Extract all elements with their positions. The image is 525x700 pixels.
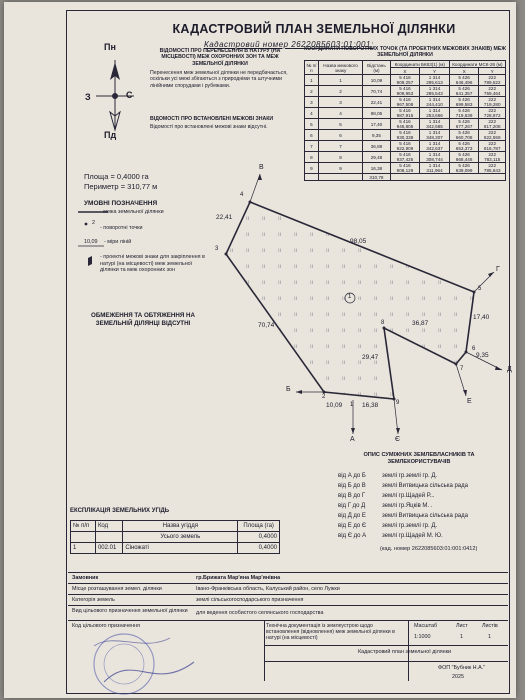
markers-heading: ВІДОМОСТІ ПРО ВСТАНОВЛЕНІ МЕЖОВІ ЗНАКИ bbox=[150, 116, 274, 122]
coords-cell: 9,35 bbox=[363, 130, 390, 141]
coords-cell: 5 426 641,357 bbox=[449, 86, 479, 97]
coords-row bbox=[305, 97, 506, 108]
coords-cell: 5 416 967,508 bbox=[390, 97, 420, 108]
coords-cell: 5 426 719,639 bbox=[449, 108, 479, 119]
coords-row bbox=[305, 108, 506, 119]
lands-table bbox=[70, 520, 280, 554]
coords-cell: 5 426 653,373 bbox=[449, 141, 479, 152]
category-row bbox=[68, 595, 508, 606]
location-row bbox=[68, 584, 508, 595]
legend-heading: УМОВНІ ПОЗНАЧЕННЯ bbox=[84, 200, 158, 207]
coords-cell: 1 314 348,307 bbox=[420, 130, 450, 141]
lands-row-name: Сіножаті bbox=[123, 543, 238, 554]
coords-cell: 7 bbox=[318, 141, 362, 152]
lands-row-area: 0,4000 bbox=[238, 543, 280, 554]
coords-cell: 5 416 987,915 bbox=[390, 108, 420, 119]
coords-cell: 5 416 922,909 bbox=[390, 141, 420, 152]
title-block bbox=[68, 572, 508, 680]
legend-item-marker: - проектні межові знаки для закріплення в натурі (на місцевості) меж земельної ділянки та меж охоронних зон bbox=[100, 254, 205, 273]
distance-2-3: 70,74 bbox=[258, 322, 275, 329]
distance-4-5: 98,05 bbox=[350, 238, 367, 245]
coords-cell: 17,40 bbox=[363, 119, 390, 130]
coords-cell: 5 416 908,129 bbox=[390, 163, 420, 174]
distance-7-8: 36,87 bbox=[412, 320, 429, 327]
point-6: 6 bbox=[472, 346, 476, 352]
neighbors-heading: ОПИС СУМІЖНИХ ЗЕМЛЕВЛАСНИКІВ ТА ЗЕМЛЕКОРИСТУВАЧІВ bbox=[363, 452, 475, 465]
point-3: 3 bbox=[215, 246, 219, 252]
point-5: 5 bbox=[478, 286, 482, 292]
neighbor-row-5: землі гр.землі гр. Д. bbox=[382, 523, 438, 529]
coords-cell: 5 426 677,267 bbox=[449, 119, 479, 130]
coords-cell: 5 bbox=[305, 119, 319, 130]
distance-5-6: 17,40 bbox=[473, 314, 490, 321]
coords-cell: 5 416 946,805 bbox=[390, 119, 420, 130]
coords-cell: 22,41 bbox=[363, 97, 390, 108]
coords-cell: 70,74 bbox=[363, 86, 390, 97]
coords-header-y: Y bbox=[420, 68, 450, 75]
owner-label: Замовник bbox=[72, 575, 99, 581]
coords-cell: 9 bbox=[305, 163, 319, 174]
coords-cell: 5 416 937,425 bbox=[390, 152, 420, 163]
coords-header-y2: Y bbox=[479, 68, 506, 75]
document-sheet bbox=[4, 2, 516, 698]
doc-description: Технічна документація із землеустрою щодо встановлення (відновлення) меж земельної ділянки в натурі (на місцевості) bbox=[266, 623, 395, 641]
company-name: ФОП "Бубник Н.А." bbox=[438, 665, 486, 671]
neighbor-row-3: землі гр.Яцків М. . bbox=[382, 503, 433, 509]
compass-icon bbox=[86, 46, 144, 142]
neighbor-row-4: землі Витвицька сільська рада bbox=[382, 513, 468, 519]
distance-3-4: 22,41 bbox=[216, 214, 233, 221]
compass-north: Пн bbox=[104, 42, 116, 52]
restrictions-heading: ОБМЕЖЕННЯ ТА ОБТЯЖЕННЯ НА ЗЕМЕЛЬНІЙ ДІЛЯНЦІ ВІДСУТНІ bbox=[91, 312, 195, 327]
purpose-row bbox=[68, 606, 508, 621]
neighbor-row-0: землі гр.землі гр. Д. bbox=[382, 473, 438, 479]
purpose-value: для ведення особистого селянського господарства bbox=[196, 610, 324, 616]
coords-cell: 222 789,522 bbox=[479, 75, 506, 86]
lands-header-num: № п/п bbox=[71, 521, 96, 532]
neighbor-v: В bbox=[259, 164, 264, 171]
coords-row bbox=[305, 86, 506, 97]
distance-6-7: 9,35 bbox=[476, 352, 489, 359]
coords-cell: 222 719,280 bbox=[479, 97, 506, 108]
lands-header-area: Площа (га) bbox=[238, 521, 280, 532]
coords-cell: 1 bbox=[305, 75, 319, 86]
coords-header-x2: X bbox=[449, 68, 479, 75]
neighbor-row-6: землі гр.Щадей М. Ю. bbox=[382, 533, 443, 539]
coords-header-msk: Координати МСК-26 (м) bbox=[449, 61, 505, 68]
coords-cell: 8 bbox=[318, 152, 362, 163]
location-label: Місце розташування земел. ділянки bbox=[72, 586, 162, 592]
neighbor-row-from-4: від Д до Е bbox=[338, 513, 366, 519]
location-value: Івано-Франківська область, Калуський район, село Лужки bbox=[196, 586, 340, 592]
boundary-marker-icon bbox=[88, 256, 92, 266]
coords-cell: 222 783,115 bbox=[479, 152, 506, 163]
sheets-label: Листів bbox=[482, 623, 498, 629]
parcel-plot bbox=[194, 152, 524, 452]
coords-cell: 2 bbox=[318, 86, 362, 97]
compass-south: Пд bbox=[104, 130, 117, 140]
coords-cell: 7 bbox=[305, 141, 319, 152]
coords-cell: 222 785,843 bbox=[479, 163, 506, 174]
point-2: 2 bbox=[322, 394, 326, 400]
coords-cell: 9 bbox=[318, 163, 362, 174]
neighbor-row-from-3: від Г до Д bbox=[338, 503, 366, 509]
lands-header-name: Назва угіддя bbox=[123, 521, 238, 532]
neighbor-row-from-2: від В до Г bbox=[338, 493, 366, 499]
coords-cell: 1 314 342,685 bbox=[420, 119, 450, 130]
coords-cell: 3 bbox=[318, 97, 362, 108]
coords-header-distance: Відстань (м) bbox=[363, 61, 390, 75]
parcel-boundary bbox=[226, 202, 474, 399]
neighbor-row-from-6: від Є до А bbox=[338, 533, 367, 539]
coords-cell: 5 426 699,583 bbox=[449, 97, 479, 108]
lands-heading: ЕКСПЛІКАЦІЯ ЗЕМЕЛЬНИХ УГІДЬ bbox=[70, 508, 170, 514]
neighbor-line-v bbox=[250, 174, 260, 202]
coords-row bbox=[305, 119, 506, 130]
purpose-code-label: Код цільового призначення bbox=[72, 623, 140, 629]
neighbor-row-cad: (кад. номер 2622085603:01:001:0412) bbox=[380, 546, 478, 552]
category-label: Категорія земель bbox=[72, 597, 115, 603]
coords-cell: 222 822,559 bbox=[479, 130, 506, 141]
owner-value: гр.Брижата Мар'яна Мар'янівна bbox=[196, 575, 281, 581]
legend-item-length-sym: 10,09 bbox=[84, 239, 98, 245]
neighbor-ye: Є bbox=[395, 436, 401, 443]
seal-stamp-icon bbox=[74, 622, 204, 698]
coords-cell: 3 bbox=[305, 97, 319, 108]
coords-cell: 222 816,787 bbox=[479, 141, 506, 152]
coords-cell: 5 bbox=[318, 119, 362, 130]
legend-item-point: - поворотні точки bbox=[100, 225, 143, 231]
coords-cell: 16,38 bbox=[363, 163, 390, 174]
coords-cell: 8 bbox=[305, 152, 319, 163]
document-title: КАДАСТРОВИЙ ПЛАН ЗЕМЕЛЬНОЇ ДІЛЯНКИ bbox=[172, 22, 456, 36]
legend-item-length: - міри ліній bbox=[104, 239, 132, 245]
coords-cell: 1 314 311,964 bbox=[420, 163, 450, 174]
neighbor-g: Г bbox=[496, 266, 500, 273]
coords-cell: 5 416 909,257 bbox=[390, 75, 420, 86]
neighbor-b: Б bbox=[286, 386, 291, 393]
coords-cell: 5 426 639,099 bbox=[449, 163, 479, 174]
point-8: 8 bbox=[381, 320, 385, 326]
coords-cell: 1 314 295,613 bbox=[420, 75, 450, 86]
compass-east: С bbox=[126, 90, 133, 100]
point-9: 9 bbox=[396, 400, 400, 406]
coords-cell: 4 bbox=[305, 108, 319, 119]
neighbor-row-1: землі Витвицька сільська рада bbox=[382, 483, 468, 489]
sheet-label: Лист bbox=[456, 623, 468, 629]
perimeter-value: Периметр = 310,77 м bbox=[84, 182, 158, 191]
category-value: землі сільськогосподарського призначення bbox=[196, 597, 304, 603]
coords-cell: 1 314 342,637 bbox=[420, 141, 450, 152]
coords-header-x: X bbox=[390, 68, 420, 75]
coords-cell: 36,88 bbox=[363, 141, 390, 152]
coords-cell: 10,09 bbox=[363, 75, 390, 86]
area-value: Площа = 0,4000 га bbox=[84, 172, 149, 181]
coords-cell: 5 416 909,953 bbox=[390, 86, 420, 97]
coords-cell: 5 426 668,446 bbox=[449, 152, 479, 163]
neighbor-row-from-1: від Б до В bbox=[338, 483, 366, 489]
scale-label: Масштаб bbox=[414, 623, 438, 629]
coords-cell: 1 314 244,410 bbox=[420, 97, 450, 108]
point-7: 7 bbox=[460, 366, 464, 372]
transfer-text: Перенесення меж земельної ділянки не передбачається, оскільки усі межі збігаються з природніми та штучними лінійними спорудами і рубежами. bbox=[150, 70, 288, 89]
distance-8-9: 29,47 bbox=[362, 354, 379, 361]
compass-west: З bbox=[85, 92, 91, 102]
purpose-label: Вид цільового призначення земельної ділянки bbox=[72, 608, 188, 614]
coords-cell: 6 bbox=[318, 130, 362, 141]
neighbor-d: Д bbox=[507, 366, 512, 373]
coords-row bbox=[305, 141, 506, 152]
coords-cell: 222 759,464 bbox=[479, 86, 506, 97]
lands-total-label: Усього земель bbox=[123, 532, 238, 543]
neighbor-a: А bbox=[350, 436, 355, 443]
lands-row-code: 002.01 bbox=[95, 543, 122, 554]
point-1: 1 bbox=[350, 402, 354, 408]
legend-item-boundary: - межа земельної ділянки bbox=[100, 209, 164, 215]
coords-cell: 5 426 646,496 bbox=[449, 75, 479, 86]
coords-row bbox=[305, 130, 506, 141]
coords-cell: 1 314 253,666 bbox=[420, 108, 450, 119]
parcel-number: 1 bbox=[348, 294, 352, 300]
neighbor-e: Е bbox=[467, 398, 472, 405]
coords-header-num: № п/п bbox=[306, 62, 317, 73]
neighbor-row-2: землі гр.Щадей Р... bbox=[382, 493, 435, 499]
coords-cell: 1 314 285,543 bbox=[420, 86, 450, 97]
neighbor-row-from-0: від А до Б bbox=[338, 473, 366, 479]
coords-cell: 2 bbox=[305, 86, 319, 97]
doc-title: Кадастровий план земельної ділянки bbox=[358, 649, 451, 655]
coords-header-sk63: Координати БК63(1) (м) bbox=[390, 61, 449, 68]
distance-9-1: 16,38 bbox=[362, 402, 379, 409]
cadastral-number: Кадастровий номер 2622085603:01:001: bbox=[204, 40, 374, 49]
coords-cell: 5 416 930,338 bbox=[390, 130, 420, 141]
point-4: 4 bbox=[240, 192, 244, 198]
distance-1-2: 10,09 bbox=[326, 402, 343, 409]
lands-total-value: 0,4000 bbox=[238, 532, 280, 543]
coords-cell: 222 728,872 bbox=[479, 108, 506, 119]
owner-row bbox=[68, 573, 508, 584]
lands-row-num: 1 bbox=[71, 543, 96, 554]
coords-title: КООРДИНАТИ ПОВОРОТНИХ ТОЧОК (ТА ПРОЕКТНИХ МЕЖОВИХ ЗНАКІВ) МЕЖ ЗЕМЕЛЬНОЇ ДІЛЯНКИ bbox=[304, 46, 506, 59]
coords-cell: 222 817,208 bbox=[479, 119, 506, 130]
coords-cell: 6 bbox=[305, 130, 319, 141]
year: 2025 bbox=[452, 674, 464, 680]
signature-icon bbox=[104, 662, 194, 682]
coords-cell: 5 426 660,708 bbox=[449, 130, 479, 141]
coords-cell: 4 bbox=[318, 108, 362, 119]
legend-item-point-sym: 2 bbox=[92, 220, 95, 226]
coords-header-point: Назва межового знаку bbox=[318, 61, 362, 75]
neighbor-row-from-5: від Е до Є bbox=[338, 523, 367, 529]
coords-row bbox=[305, 75, 506, 86]
turning-point-icon bbox=[85, 223, 88, 226]
sheet-value: 1 bbox=[460, 634, 463, 640]
coords-cell: 29,48 bbox=[363, 152, 390, 163]
coords-cell: 98,05 bbox=[363, 108, 390, 119]
coords-total: 310,78 bbox=[363, 174, 390, 181]
transfer-heading: ВІДОМОСТІ ПРО ПЕРЕНЕСЕННЯ В НАТУРУ (НА МІСЦЕВОСТІ) МЕЖ ОХОРОННИХ ЗОН ТА МЕЖ ЗЕМЕЛЬНОЇ ДІЛЯНКИ bbox=[159, 48, 281, 67]
coords-cell: 1 bbox=[318, 75, 362, 86]
coords-cell: 1 314 308,744 bbox=[420, 152, 450, 163]
scale-value: 1:1000 bbox=[414, 634, 431, 640]
sheets-value: 1 bbox=[488, 634, 491, 640]
markers-text: Відомості про встановлені межові знаки відсутні. bbox=[150, 124, 268, 130]
lands-header-code: Код bbox=[95, 521, 122, 532]
